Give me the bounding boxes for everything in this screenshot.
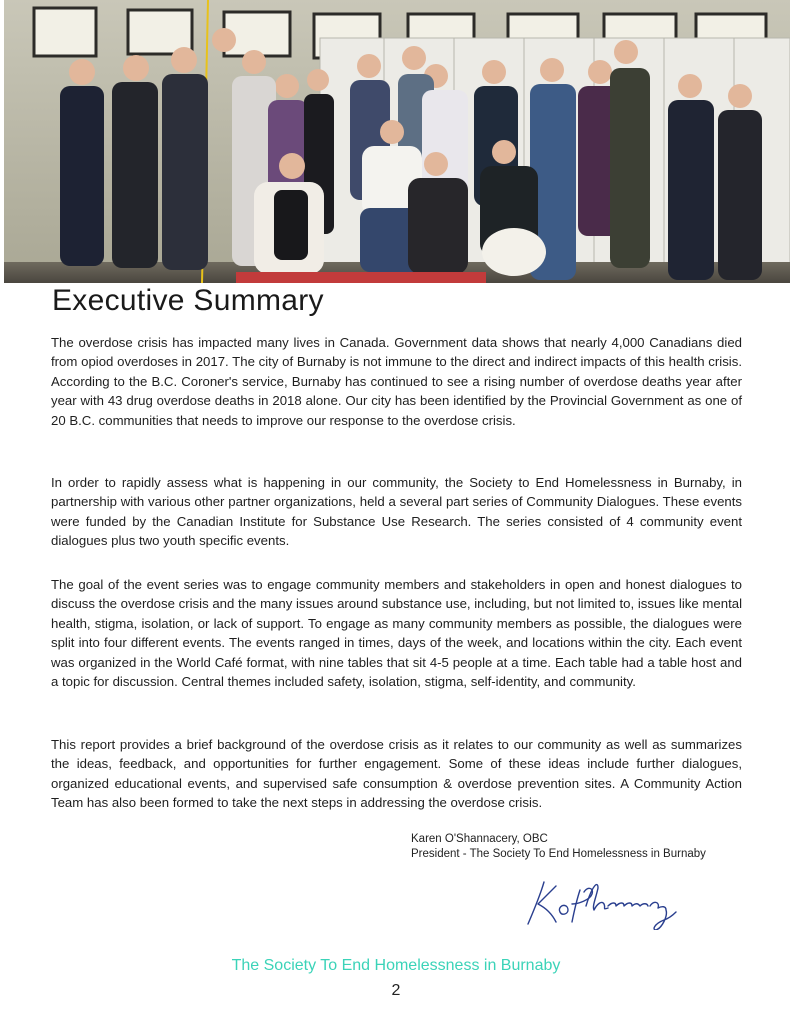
group-photo xyxy=(4,0,790,283)
page-title: Executive Summary xyxy=(52,284,324,317)
paragraph-intro: The overdose crisis has impacted many lives in Canada. Government data shows that nearly 4,000 Canadians died from opiod overdoses in 2017. The city of Burnaby is not immune to the direct and indirect impacts of this health crisis. According to the B.C. Coroner's service, Burnaby has continued to see a rising number of overdose deaths year after year with 43 drug overdose deaths in 2018 alone. Our city has been identified by the Provincial Government as one of 20 B.C. communities that needs to improve our response to the overdose crisis. xyxy=(51,335,742,428)
paragraph-goal: The goal of the event series was to engage community members and stakeholders in open and honest dialogues to discuss the overdose crisis and the many issues around substance use, including, but not limited to, issues like mental health, stigma, isolation, or lack of support. To engage as many community members as possible, the dialogues were split into four different events. The events ranged in times, days of the week, and locations within the city. Each event was organized in the World Café format, with nine tables that sit 4-5 people at a time. Each table had a table host and a topic for discussion. Central themes included safety, isolation, stigma, self-identity, and community. xyxy=(51,577,742,690)
footer-organization: The Society To End Homelessness in Burnaby xyxy=(231,957,561,974)
signer-title: President - The Society To End Homelessness in Burnaby xyxy=(411,848,706,860)
handwritten-signature xyxy=(522,872,684,930)
signer-name: Karen O'Shannacery, OBC xyxy=(411,833,548,845)
page-number: 2 xyxy=(391,982,401,999)
paragraph-dialogues: In order to rapidly assess what is happening in our community, the Society to End Homelessness in Burnaby, in partnership with various other partner organizations, held a several part series of Community Dialogues. These events were funded by the Canadian Institute for Substance Use Research. The series consisted of 4 community event dialogues plus two youth specific events. xyxy=(51,475,742,549)
signature-block xyxy=(411,832,706,862)
paragraph-report: This report provides a brief background of the overdose crisis as it relates to our community as well as summarizes the ideas, feedback, and opportunities for further engagement. Some of these ideas include further dialogues, organized educational events, and supervised safe consumption & overdose prevention sites. A Community Action Team has also been formed to take the next steps in addressing the overdose crisis. xyxy=(51,737,742,811)
